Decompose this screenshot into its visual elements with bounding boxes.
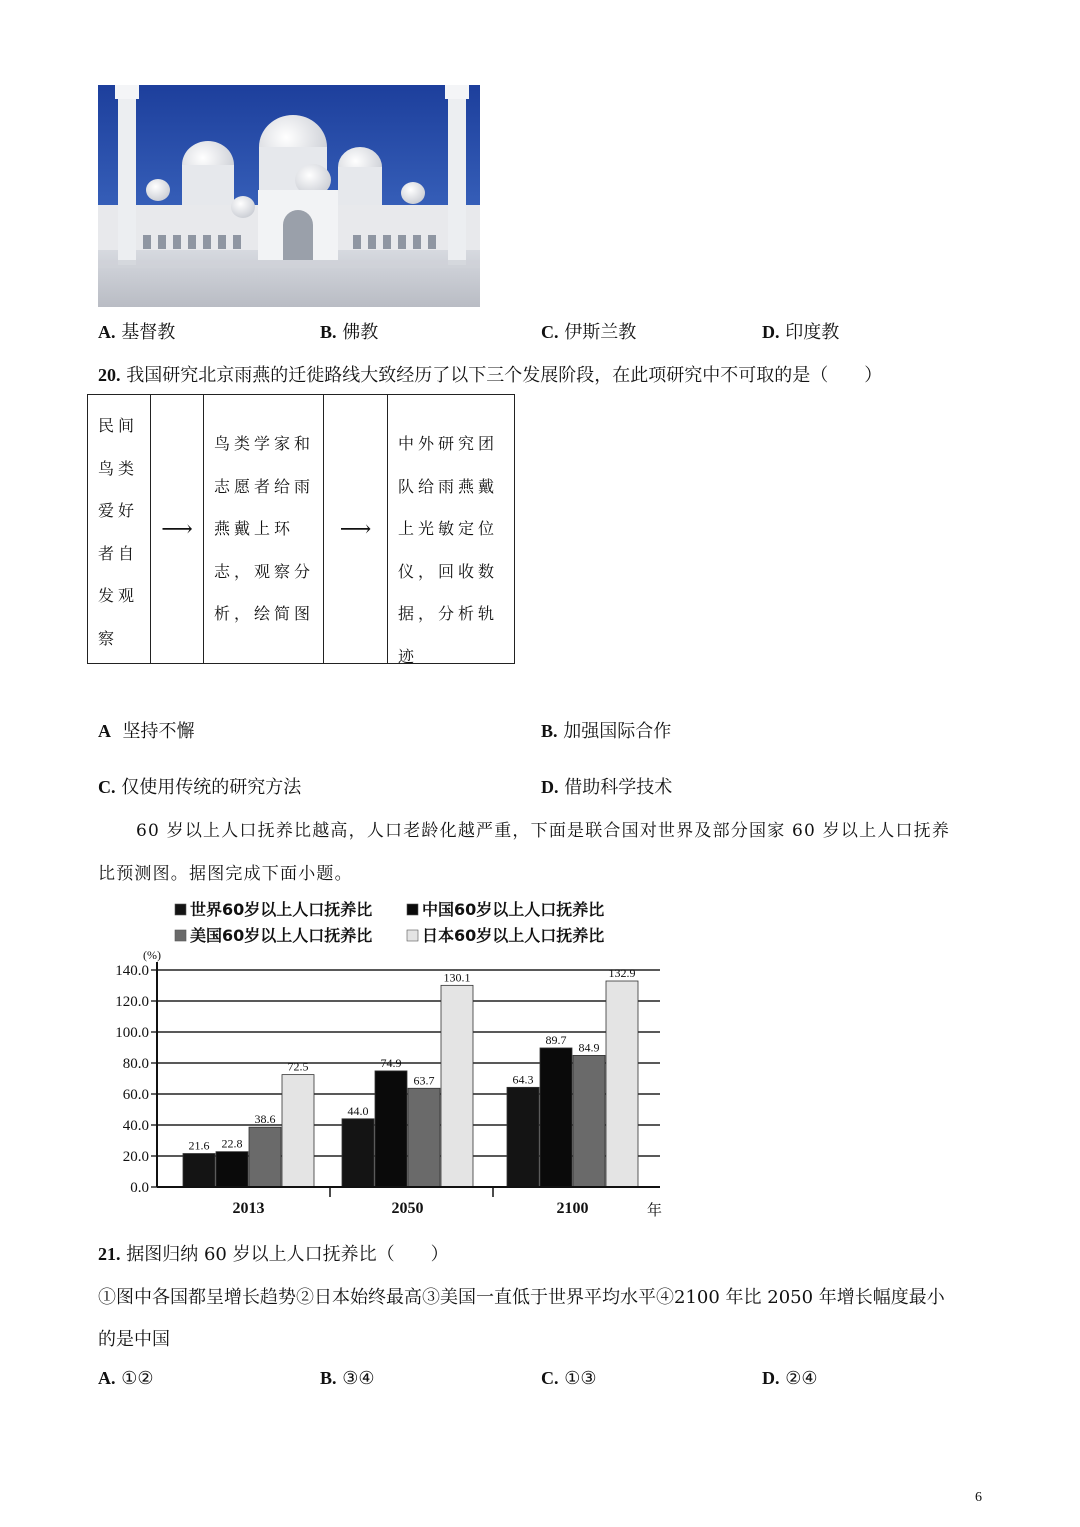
bar-value-label: 64.3 bbox=[512, 1072, 534, 1087]
q20-option-d: D. 借助科学技术 bbox=[541, 777, 673, 798]
arrow-icon: ⟶ bbox=[324, 395, 388, 663]
bar bbox=[408, 1088, 440, 1187]
q20-option-a: A 坚持不懈 bbox=[98, 721, 195, 742]
q19-option-d: D. 印度教 bbox=[762, 322, 840, 343]
y-tick-label: 80.0 bbox=[122, 1056, 149, 1072]
bar bbox=[282, 1075, 314, 1187]
bar-value-label: 22.8 bbox=[221, 1136, 243, 1151]
q19-option-b: B. 佛教 bbox=[320, 322, 379, 343]
y-tick-label: 140.0 bbox=[115, 963, 149, 979]
stage-1-cell: 民间鸟类爱好者自发观察 bbox=[88, 395, 151, 663]
legend-label: 美国60岁以上人口抚养比 bbox=[190, 926, 373, 945]
bar-value-label: 72.5 bbox=[287, 1059, 309, 1074]
bar bbox=[183, 1154, 215, 1187]
bar-value-label: 89.7 bbox=[545, 1032, 567, 1047]
legend-swatch bbox=[407, 904, 418, 915]
bar bbox=[540, 1048, 572, 1187]
q21-stem: 21. 据图归纳 60 岁以上人口抚养比（ ） bbox=[98, 1244, 449, 1265]
mosque-illustration bbox=[98, 85, 480, 307]
mosque-photo bbox=[98, 85, 480, 307]
bar-value-label: 63.7 bbox=[413, 1073, 435, 1088]
stage-flow-table bbox=[87, 394, 515, 664]
stage-3-cell: 中外研究团队给雨燕戴上光敏定位仪，回收数据，分析轨迹 bbox=[398, 434, 499, 666]
x-tick-label: 2013 bbox=[232, 1200, 265, 1217]
x-tick-label: 2050 bbox=[391, 1200, 424, 1217]
legend-label: 世界60岁以上人口抚养比 bbox=[190, 900, 373, 919]
y-axis-unit: (%) bbox=[143, 948, 161, 962]
bar bbox=[606, 981, 638, 1187]
q20-option-c: C. 仅使用传统的研究方法 bbox=[98, 777, 302, 798]
y-tick-label: 120.0 bbox=[115, 994, 149, 1010]
legend-label: 中国60岁以上人口抚养比 bbox=[422, 900, 605, 919]
stage-2-cell: 鸟类学家和志愿者给雨燕戴上环志，观察分析，绘简图 bbox=[204, 395, 324, 663]
bar-value-label: 38.6 bbox=[254, 1112, 276, 1127]
page-number: 6 bbox=[975, 1490, 982, 1505]
bar bbox=[573, 1055, 605, 1187]
bar bbox=[507, 1087, 539, 1187]
q20-stem: 20. 我国研究北京雨燕的迁徙路线大致经历了以下三个发展阶段，在此项研究中不可取的是（ ） bbox=[98, 365, 883, 386]
bar-value-label: 130.1 bbox=[443, 970, 471, 985]
bar-value-label: 132.9 bbox=[608, 966, 636, 981]
intro-line-2: 比预测图。据图完成下面小题。 bbox=[98, 864, 353, 884]
bar-value-label: 21.6 bbox=[188, 1138, 210, 1153]
bar bbox=[216, 1152, 248, 1187]
y-tick-label: 20.0 bbox=[122, 1149, 149, 1165]
q21-option-b: B. ③④ bbox=[320, 1368, 375, 1389]
x-axis-label: 年 bbox=[647, 1201, 663, 1219]
bar-chart bbox=[95, 895, 675, 1225]
x-tick-label: 2100 bbox=[556, 1200, 589, 1217]
bar-value-label: 74.9 bbox=[380, 1055, 402, 1070]
legend-swatch bbox=[407, 930, 418, 941]
y-tick-label: 100.0 bbox=[115, 1025, 149, 1041]
q20-option-b: B. 加强国际合作 bbox=[541, 721, 672, 742]
dependency-ratio-chart bbox=[95, 895, 675, 1225]
bar-value-label: 84.9 bbox=[578, 1040, 600, 1055]
arrow-icon: ⟶ bbox=[151, 395, 204, 663]
legend-swatch bbox=[175, 930, 186, 941]
bar bbox=[342, 1119, 374, 1187]
bar-value-label: 44.0 bbox=[347, 1103, 369, 1118]
intro-line-1: 60 岁以上人口抚养比越高，人口老龄化越严重，下面是联合国对世界及部分国家 60 岁以上人口抚养 bbox=[136, 821, 951, 841]
q19-option-a: A. 基督教 bbox=[98, 322, 176, 343]
bar bbox=[249, 1127, 281, 1187]
q21-statements-line-1: ①图中各国都呈增长趋势②日本始终最高③美国一直低于世界平均水平④2100 年比 2050 年增长幅度最小 bbox=[98, 1287, 945, 1308]
q21-option-d: D. ②④ bbox=[762, 1368, 818, 1389]
q21-option-c: C. ①③ bbox=[541, 1368, 597, 1389]
q19-option-c: C. 伊斯兰教 bbox=[541, 322, 637, 343]
bar bbox=[441, 985, 473, 1187]
y-tick-label: 40.0 bbox=[122, 1118, 149, 1134]
y-tick-label: 0.0 bbox=[130, 1180, 149, 1196]
y-tick-label: 60.0 bbox=[122, 1087, 149, 1103]
q21-option-a: A. ①② bbox=[98, 1368, 154, 1389]
legend-swatch bbox=[175, 904, 186, 915]
q21-statements-line-2: 的是中国 bbox=[98, 1329, 170, 1350]
bar bbox=[375, 1071, 407, 1187]
legend-label: 日本60岁以上人口抚养比 bbox=[422, 926, 605, 945]
